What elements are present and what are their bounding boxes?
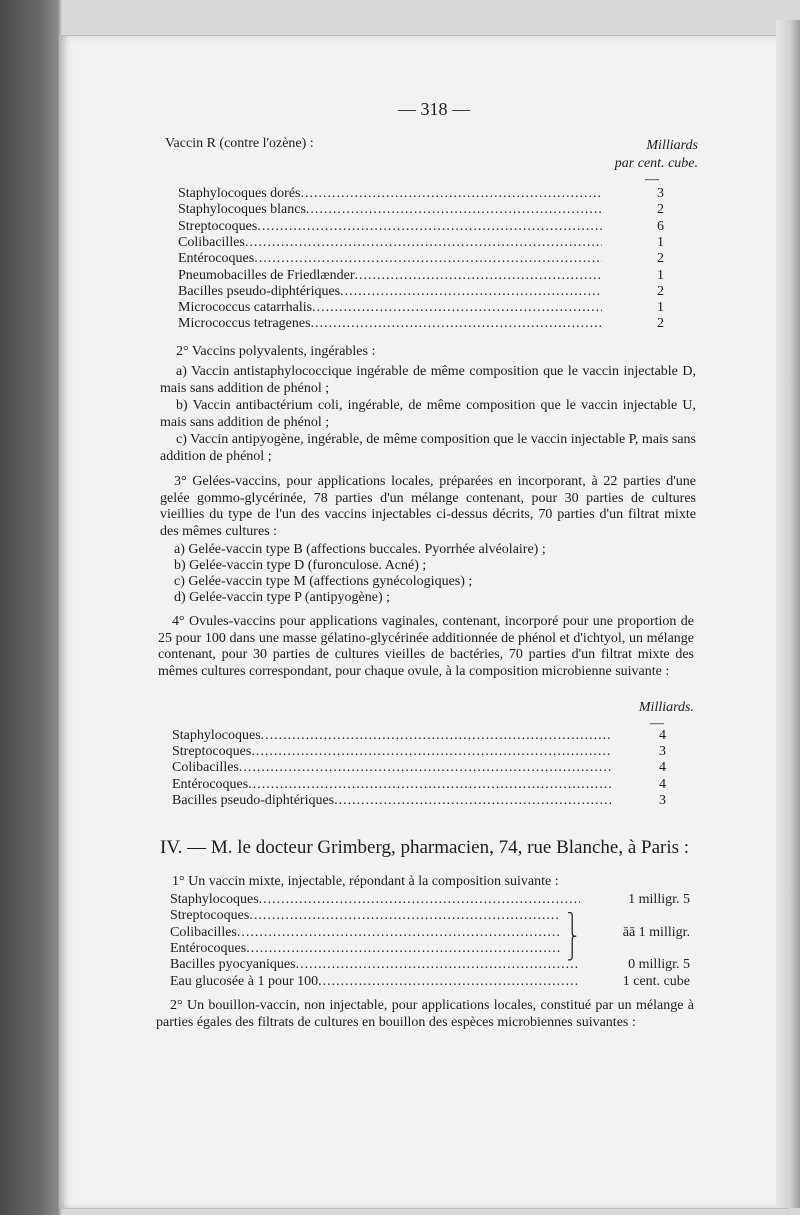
page-edge (776, 20, 800, 1208)
ovules-label: Bacilles pseudo-diphtériques (172, 792, 335, 808)
vaccin-r-value: 2 (657, 283, 664, 299)
vaccin-mixte-value: 0 milligr. 5 (628, 957, 690, 973)
section-iv-heading: IV. — M. le docteur Grimberg, pharmacien, 74, rue Blanche, à Paris : (160, 837, 690, 858)
vaccin-r-row (178, 316, 664, 332)
vaccin-r-label: Streptocoques (178, 218, 258, 234)
vaccin-r-label: Staphylocoques dorés (178, 186, 301, 201)
vaccin-r-label: Staphylocoques blancs (178, 202, 306, 218)
vaccin-r-row (178, 284, 664, 300)
ovules-row (172, 744, 666, 760)
leader-dots (248, 777, 612, 793)
vaccin-r-label: Pneumobacilles de Friedlænder (178, 267, 355, 283)
vaccin-r-value: 2 (657, 316, 664, 332)
vaccin-mixte-row (170, 957, 690, 973)
ovules-unit: Milliards. (638, 700, 694, 715)
vaccin-mixte-label: Entérocoques (170, 940, 247, 956)
vaccin-r-heading: Vaccin R (contre l'ozène) : (165, 136, 314, 151)
leader-dots (246, 941, 560, 957)
polyvalents-heading: 2° Vaccins polyvalents, ingérables : (176, 344, 376, 359)
ovules-label: Streptocoques (172, 744, 252, 760)
vaccin-r-row (178, 202, 664, 218)
unit-dash: — (645, 172, 659, 187)
ovules-row (172, 760, 666, 776)
gelee-item-c: c) Gelée-vaccin type M (affections gynécologiques) ; (174, 574, 473, 589)
bouillon-intro: 2° Un bouillon-vaccin, non injectable, pour applications locales, constitué par un mélange à parties égales des filtrats de cultures en bouillon des espèces microbiennes suivantes : (156, 998, 694, 1030)
polyvalent-b: b) Vaccin antibactérium coli, ingérable, de même composition que le vaccin injectable U, mais sans addition de phénol ; (160, 398, 696, 430)
vaccin-r-value: 2 (657, 251, 664, 267)
polyvalent-c: c) Vaccin antipyogène, ingérable, de même composition que le vaccin injectable P, mais sans addition de phénol ; (160, 432, 696, 464)
vaccin-r-label: Bacilles pseudo-diphtériques (178, 283, 341, 299)
vaccin-mixte-row (170, 974, 690, 990)
leader-dots (245, 235, 602, 251)
vaccin-r-row (178, 235, 664, 251)
ovules-value: 3 (659, 744, 666, 760)
polyvalent-a: a) Vaccin antistaphylococcique ingérable de même composition que le vaccin injectable D, mais sans addition de phénol ; (160, 364, 696, 396)
leader-dots (300, 186, 602, 202)
gelees-intro: 3° Gelées-vaccins, pour applications locales, préparées en incorporant, à 22 parties d'une gelée gommo-glycérinée, 78 parties d'un mélange contenant, pour 30 parties de cultures vieillies du type de l'un des vaccins injectables ci-dessus décrits, 70 parties d'un filtrat mixte des mêmes cultures : (160, 474, 696, 539)
vaccin-mixte-row (170, 925, 690, 941)
vaccin-r-value: 1 (657, 267, 664, 283)
leader-dots (261, 728, 612, 744)
vaccin-mixte-value: 1 cent. cube (622, 973, 690, 989)
ovules-label: Staphylocoques (172, 728, 261, 743)
leader-dots (318, 974, 580, 990)
unit-par-cent-cube: par cent. cube. (614, 156, 698, 171)
ovules-value: 4 (659, 760, 666, 776)
vaccin-r-row (178, 251, 664, 267)
vaccin-mixte-intro: 1° Un vaccin mixte, injectable, répondant à la composition suivante : (172, 874, 559, 889)
vaccin-mixte-value (560, 908, 690, 924)
vaccin-r-row (178, 186, 664, 202)
leader-dots (251, 744, 612, 760)
vaccin-r-label: Colibacilles (178, 234, 245, 250)
ovules-label: Colibacilles (172, 760, 239, 776)
vaccin-r-value: 3 (657, 186, 664, 201)
ovules-row (172, 793, 666, 809)
leader-dots (334, 793, 612, 809)
ovules-value: 4 (659, 728, 666, 743)
vaccin-mixte-row (170, 941, 690, 957)
vaccin-mixte-label: Streptocoques (170, 908, 250, 924)
vaccin-mixte-row (170, 908, 690, 924)
vaccin-mixte-value: āā 1 milligr. (622, 924, 690, 940)
gelee-item-a: a) Gelée-vaccin type B (affections buccales. Pyorrhée alvéolaire) ; (174, 542, 546, 557)
gelee-item-b: b) Gelée-vaccin type D (furonculose. Acné) ; (174, 558, 427, 573)
vaccin-r-value: 1 (657, 300, 664, 316)
leader-dots (312, 300, 602, 316)
leader-dots (355, 268, 602, 284)
vaccin-mixte-value (560, 941, 690, 957)
vaccin-r-row (178, 300, 664, 316)
vaccin-r-row (178, 219, 664, 235)
vaccin-mixte-row (170, 892, 690, 908)
vaccin-r-label: Micrococcus catarrhalis (178, 300, 313, 316)
leader-dots (306, 202, 602, 218)
ovules-row (172, 728, 666, 744)
leader-dots (259, 892, 580, 908)
ovules-label: Entérocoques (172, 776, 249, 792)
leader-dots (237, 925, 560, 941)
leader-dots (239, 760, 612, 776)
ovules-unit-dash: — (650, 716, 664, 731)
leader-dots (257, 219, 602, 235)
leader-dots (254, 251, 602, 267)
page-number: — 318 — (398, 99, 470, 119)
ovules-value: 3 (659, 792, 666, 808)
ovules-value: 4 (659, 776, 666, 792)
leader-dots (296, 957, 580, 973)
ovules-row (172, 777, 666, 793)
vaccin-r-value: 6 (657, 218, 664, 234)
vaccin-mixte-label: Colibacilles (170, 924, 237, 940)
leader-dots (249, 908, 560, 924)
vaccin-mixte-value: 1 milligr. 5 (628, 892, 690, 907)
vaccin-mixte-label: Staphylocoques (170, 892, 259, 907)
gelee-item-d: d) Gelée-vaccin type P (antipyogène) ; (174, 590, 391, 605)
vaccin-mixte-label: Eau glucosée à 1 pour 100 (170, 973, 319, 989)
vaccin-r-row (178, 268, 664, 284)
vaccin-mixte-label: Bacilles pyocyaniques (170, 957, 296, 973)
vaccin-r-value: 2 (657, 202, 664, 218)
vaccin-r-value: 1 (657, 234, 664, 250)
vaccin-r-label: Micrococcus tetragenes (178, 316, 311, 332)
leader-dots (311, 316, 602, 332)
ovules-intro: 4° Ovules-vaccins pour applications vaginales, contenant, incorporé pour une proportion de 25 pour 100 dans une masse gélatino-glycérinée additionnée de phénol et d'ichtyol, un mélange contenant, pour 30 parties de cultures vieilles de bactéries, 70 parties d'un filtrat mixte des mêmes cultures correspondant, pour chaque ovule, à la composition microbienne suivante : (158, 614, 694, 679)
unit-milliards: Milliards (646, 138, 698, 153)
brace-symbol: ⎫ ⎬ ⎭ (567, 914, 578, 961)
vaccin-r-label: Entérocoques (178, 251, 255, 267)
leader-dots (340, 284, 602, 300)
